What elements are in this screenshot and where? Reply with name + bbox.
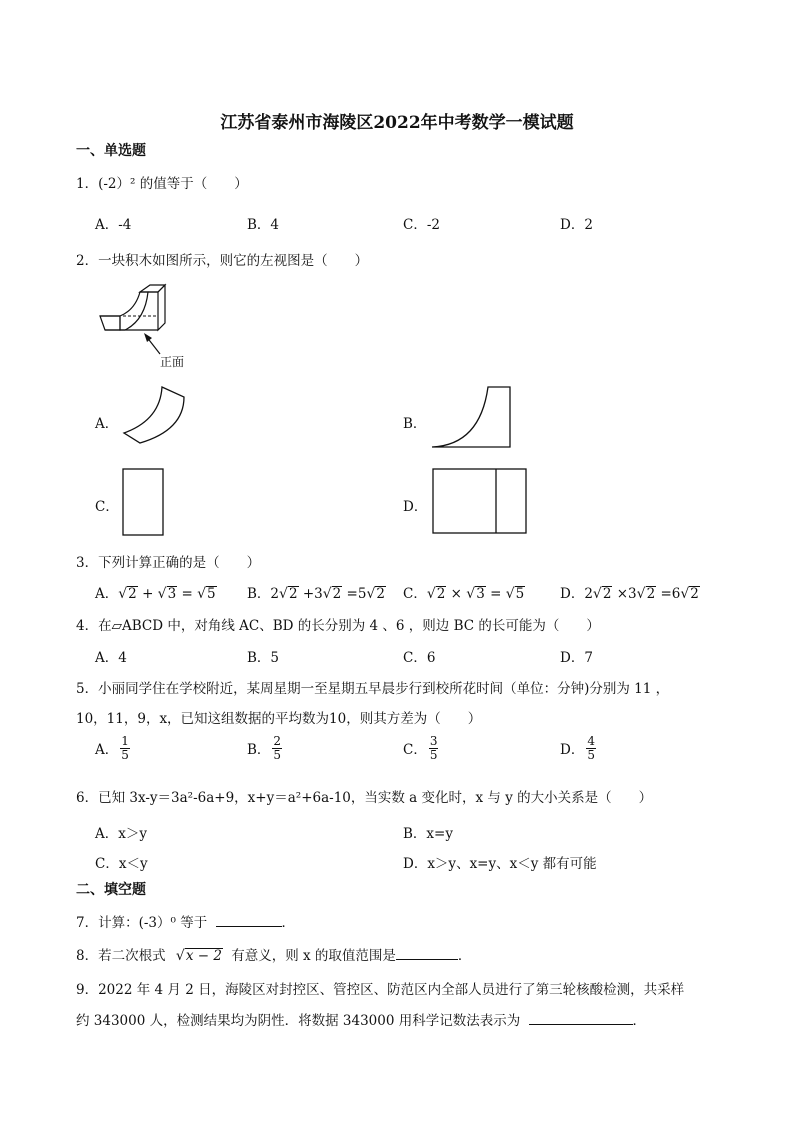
question-7: 7．计算：(-3）⁰ 等于 ． <box>76 915 296 931</box>
question-5-line-2: 10，11，9，x，已知这组数据的平均数为10，则其方差为（ ） <box>76 711 482 727</box>
q3-option-a: A．√2 + √3 = √5 <box>95 586 216 602</box>
section-heading-single-choice: 一、单选题 <box>76 143 146 159</box>
q6-option-c: C．x＜y <box>95 856 148 872</box>
q8-answer-blank[interactable] <box>396 947 458 960</box>
q5-option-a: A． $\frac{1}{5}$ <box>95 734 129 762</box>
q2-option-d-figure <box>432 468 530 536</box>
q7-answer-blank[interactable] <box>216 914 282 927</box>
q4-option-d: D．7 <box>560 650 593 666</box>
q6-option-d: D．x＞y、x=y、x＜y 都有可能 <box>403 856 597 872</box>
question-3-stem: 3．下列计算正确的是（ ） <box>76 555 261 571</box>
q5-option-c: C． $\frac{3}{5}$ <box>403 734 438 762</box>
q2-option-d-label: D． <box>403 499 428 515</box>
q6-option-a: A．x＞y <box>95 826 147 842</box>
question-4-stem: 4．在▱ABCD 中，对角线 AC、BD 的长分别为 4 、6 ，则边 BC 的长可能为（ ） <box>76 618 600 634</box>
q5-option-b: B． $\frac{2}{5}$ <box>247 734 282 762</box>
question-5-line-1: 5．小丽同学住在学校附近，某周星期一至星期五早晨步行到校所花时间（单位：分钟)分别为 11 ， <box>76 681 670 697</box>
q3-option-b: B．2√2 +3√2 =5√2 <box>247 586 385 602</box>
q5-option-d: D． $\frac{4}{5}$ <box>560 734 595 762</box>
q2-option-a-figure <box>122 385 192 445</box>
q1-option-a: A．-4 <box>95 217 132 233</box>
q3-option-d: D．2√2 ×3√2 =6√2 <box>560 586 699 602</box>
q1-option-d: D．2 <box>560 217 593 233</box>
page-title: 江苏省泰州市海陵区2022年中考数学一模试题 <box>220 113 574 133</box>
q1-option-c: C．-2 <box>403 217 440 233</box>
question-9-line-2: 约 343000 人，检测结果均为阴性．将数据 343000 用科学记数法表示为 ． <box>76 1013 647 1029</box>
front-label: 正面 <box>160 355 185 369</box>
question-6-stem: 6．已知 3x-y＝3a²-6a+9，x+y＝a²+6a-10，当实数 a 变化时，x 与 y 的大小关系是（ ） <box>76 790 653 806</box>
q9-answer-blank[interactable] <box>529 1012 633 1025</box>
q2-option-b-label: B． <box>403 416 427 432</box>
q2-option-c-figure <box>122 468 166 538</box>
q4-option-c: C．6 <box>403 650 436 666</box>
question-8: 8．若二次根式 √x − 2 有意义，则 x 的取值范围是 ． <box>76 948 472 964</box>
section-heading-fill-in: 二、填空题 <box>76 882 146 898</box>
question-1-stem: 1．(-2）² 的值等于（ ） <box>76 176 248 192</box>
q1-option-b: B．4 <box>247 217 280 233</box>
q3-option-c: C．√2 × √3 = √5 <box>403 586 525 602</box>
question-9-line-1: 9．2022 年 4 月 2 日，海陵区对封控区、管控区、防范区内全部人员进行了第三轮核酸检测，共采样 <box>76 982 685 998</box>
q2-option-b-figure <box>430 385 515 450</box>
q4-option-a: A．4 <box>95 650 127 666</box>
q2-option-a-label: A． <box>95 416 119 432</box>
q6-option-b: B．x=y <box>403 826 453 842</box>
question-2-stem: 2．一块积木如图所示，则它的左视图是（ ） <box>76 253 369 269</box>
q2-option-c-label: C． <box>95 499 119 515</box>
q4-option-b: B．5 <box>247 650 280 666</box>
